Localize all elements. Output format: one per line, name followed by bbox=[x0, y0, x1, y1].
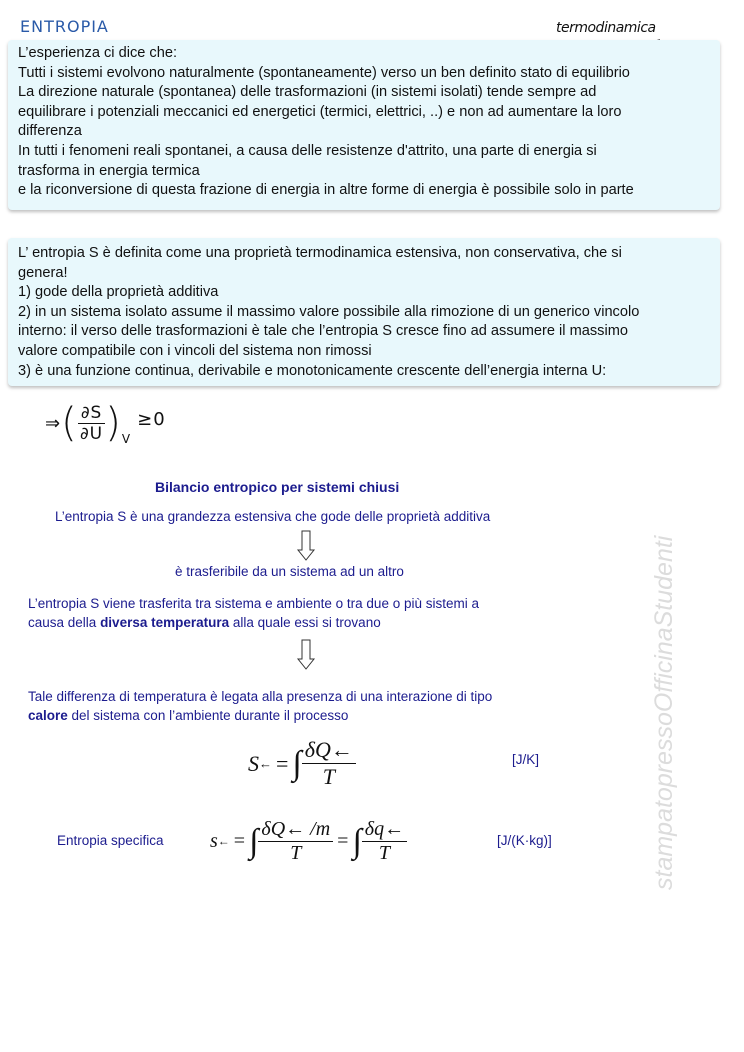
slide-paragraph bbox=[28, 594, 479, 632]
handwritten-annotation: termodinamica bbox=[556, 20, 656, 36]
subscript: V bbox=[121, 432, 132, 446]
numerator: δq← bbox=[362, 818, 407, 842]
entropy-equation bbox=[248, 737, 356, 790]
text-line: e la riconversione di questa frazione di energia in altre forme di energia è possibile solo in parte bbox=[18, 182, 634, 199]
text-line: genera! bbox=[18, 264, 68, 281]
integral: ∫ bbox=[352, 822, 362, 860]
equals: = bbox=[276, 750, 289, 776]
numerator: δQ← /m bbox=[258, 818, 333, 842]
implies-symbol: ⇒ bbox=[45, 412, 62, 434]
text-line: 3) è una funzione continua, derivabile e monotonicamente crescente dell’energia interna U: bbox=[18, 362, 607, 379]
bold-text: diversa temperatura bbox=[100, 615, 230, 630]
denominator: ∂U bbox=[79, 423, 104, 444]
integral: ∫ bbox=[292, 744, 302, 782]
definition-box bbox=[8, 238, 720, 386]
specific-entropy-label: Entropia specifica bbox=[57, 833, 164, 848]
specific-entropy-equation bbox=[210, 818, 407, 865]
text: del sistema con l’ambiente durante il processo bbox=[67, 708, 349, 723]
text-line: Tale differenza di temperatura è legata alla presenza di una interazione di tipo bbox=[28, 689, 493, 704]
equals: = bbox=[337, 830, 349, 852]
denominator: T bbox=[322, 764, 335, 789]
denominator: T bbox=[378, 842, 390, 864]
slide-line: L’entropia S è una grandezza estensiva che gode delle proprietà additiva bbox=[55, 509, 491, 524]
equals: = bbox=[233, 830, 246, 852]
text: causa della bbox=[28, 615, 101, 630]
text-line bbox=[28, 706, 492, 725]
numerator: ∂S bbox=[78, 403, 106, 424]
text-line bbox=[28, 613, 479, 632]
text-line: valore compatibile con i vincoli del sistema non rimossi bbox=[18, 342, 372, 359]
text-line: Tutti i sistemi evolvono naturalmente (spontaneamente) verso un ben definito stato di equilibrio bbox=[18, 64, 630, 81]
page-title: ENTROPIA bbox=[20, 17, 109, 36]
arrow-sup: ← bbox=[259, 755, 272, 771]
intro-box bbox=[8, 40, 720, 210]
fraction bbox=[302, 737, 356, 790]
handwritten-formula: ⇒ ( $\frac{\partial S}{\partial U}$ ) V ≥0 bbox=[45, 400, 166, 446]
denominator: T bbox=[290, 842, 302, 864]
fraction bbox=[362, 818, 407, 865]
unit-label: [J/K] bbox=[512, 752, 540, 767]
text-line: interno: il verso delle trasformazioni è tale che l’entropia S cresce fino ad assumere il massimo bbox=[18, 323, 628, 340]
lhs: S bbox=[248, 750, 259, 776]
text-line: L’entropia S viene trasferita tra sistema e ambiente o tra due o più sistemi a bbox=[28, 596, 479, 611]
derivative bbox=[78, 403, 106, 444]
slide-paragraph bbox=[28, 687, 492, 725]
numerator: δQ← bbox=[302, 737, 356, 764]
integral: ∫ bbox=[249, 822, 259, 860]
text-line: L’ entropia S è definita come una proprietà termodinamica estensiva, non conservativa, che si bbox=[18, 245, 622, 261]
slide-heading: Bilancio entropico per sistemi chiusi bbox=[155, 479, 400, 495]
watermark: stampatopressoOfficinaStudenti bbox=[650, 535, 678, 890]
arrow-sup: ← bbox=[217, 834, 230, 848]
unit-label: [J/(K·kg)] bbox=[497, 833, 552, 848]
down-arrow-icon bbox=[296, 530, 316, 562]
fraction bbox=[258, 818, 333, 865]
text-line: 1) gode della proprietà additiva bbox=[18, 284, 219, 301]
slide-line: è trasferibile da un sistema ad un altro bbox=[175, 564, 404, 579]
text-line: La direzione naturale (spontanea) delle trasformazioni (in sistemi isolati) tende sempre ad bbox=[18, 84, 597, 101]
down-arrow-icon bbox=[296, 639, 316, 671]
relation: ≥0 bbox=[137, 408, 166, 430]
text-line: 2) in un sistema isolato assume il massimo valore possibile alla rimozione di un generico vincolo bbox=[18, 303, 640, 320]
text-line: L’esperienza ci dice che: bbox=[18, 45, 178, 61]
text-line: differenza bbox=[18, 123, 82, 140]
text-line: trasforma in energia termica bbox=[18, 162, 200, 179]
bold-text: calore bbox=[28, 708, 68, 723]
text-line: equilibrare i potenziali meccanici ed energetici (termici, elettrici, ..) e non ad aumentare la loro bbox=[18, 103, 622, 120]
text-line: In tutti i fenomeni reali spontanei, a causa delle resistenze d'attrito, una parte di energia si bbox=[18, 142, 597, 159]
text: alla quale essi si trovano bbox=[229, 615, 381, 630]
lhs: s bbox=[210, 830, 218, 852]
